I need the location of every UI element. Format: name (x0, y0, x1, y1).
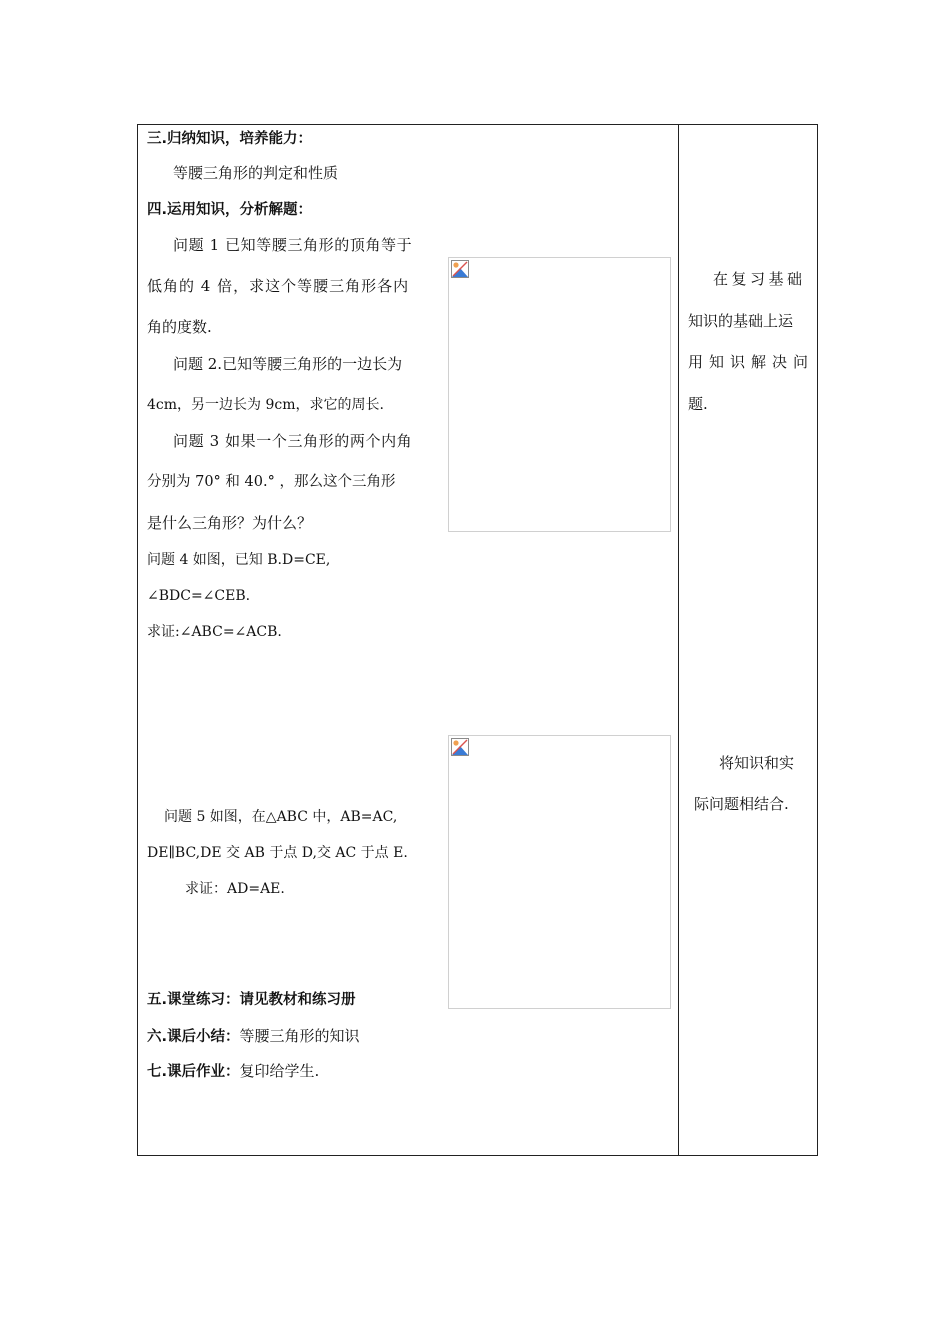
figure-placeholder-1 (448, 257, 671, 532)
note-2-line-1: 将知识和实 (719, 754, 795, 772)
note-1-line-2: 知识的基础上运 (688, 312, 794, 330)
note-2-line-2: 际问题相结合. (694, 795, 789, 813)
problem-1-line-2: 低角的 4 倍，求这个等腰三角形各内 (147, 277, 410, 295)
broken-image-icon (451, 738, 469, 756)
problem-4-line-3: 求证:∠ABC=∠ACB. (147, 624, 282, 640)
broken-image-icon (451, 260, 469, 278)
problem-4-line-1: 问题 4 如图，已知 B.D=CE, (147, 552, 331, 568)
note-1-line-3: 用知识解决问 (688, 353, 815, 371)
section-3-body: 等腰三角形的判定和性质 (173, 164, 339, 182)
note-1-line-4: 题. (688, 395, 708, 413)
problem-1-line-3: 角的度数. (147, 318, 212, 336)
section-6-body: 等腰三角形的知识 (239, 1027, 360, 1045)
column-divider (678, 124, 679, 1156)
problem-4-line-2: ∠BDC=∠CEB. (147, 588, 251, 604)
problem-2-line-2: 4cm，另一边长为 9cm，求它的周长. (147, 397, 384, 413)
section-5-title: 五.课堂练习：请见教材和练习册 (147, 992, 356, 1008)
section-6-title: 六.课后小结： (147, 1029, 240, 1045)
section-6 (147, 1027, 360, 1046)
section-7 (147, 1062, 319, 1081)
problem-5-line-1: 问题 5 如图，在△ABC 中，AB=AC, (164, 809, 398, 825)
figure-placeholder-2 (448, 735, 671, 1009)
problem-3-line-2: 分别为 70° 和 40.° ，那么这个三角形 (147, 474, 396, 490)
section-7-title: 七.课后作业： (147, 1064, 240, 1080)
section-4-title: 四.运用知识，分析解题： (147, 202, 313, 218)
problem-3-line-1: 问题 3 如果一个三角形的两个内角 (173, 432, 413, 450)
problem-5-line-3: 求证：AD=AE. (185, 881, 285, 897)
problem-3-line-3: 是什么三角形？为什么？ (147, 514, 313, 532)
problem-1-line-1: 问题 1 已知等腰三角形的顶角等于 (173, 236, 413, 254)
note-1-line-1: 在复习基础 (713, 270, 806, 288)
section-7-body: 复印给学生. (239, 1062, 320, 1080)
problem-2-line-1: 问题 2.已知等腰三角形的一边长为 (173, 355, 403, 373)
section-3-title: 三.归纳知识，培养能力： (147, 131, 313, 147)
problem-5-line-2: DE∥BC,DE 交 AB 于点 D,交 AC 于点 E. (147, 845, 408, 861)
